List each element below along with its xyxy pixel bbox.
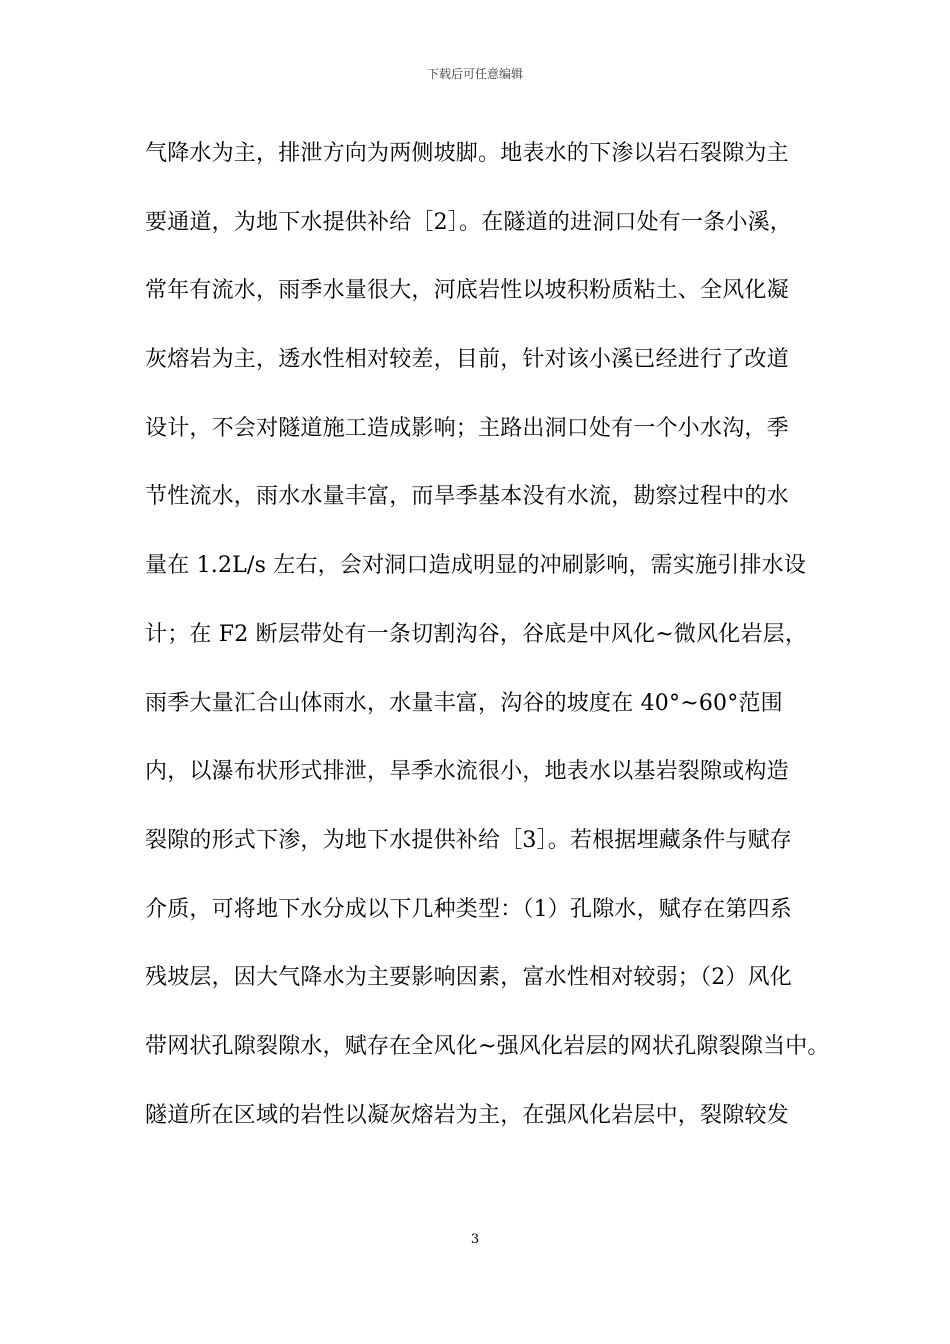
text-line: 裂隙的形式下渗，为地下水提供补给［3］。若根据埋藏条件与赋存 [145, 827, 792, 853]
body-text [145, 134, 830, 1164]
text-line: 量在 1.2L/s 左右，会对洞口造成明显的冲刷影响，需实施引排水设 [145, 553, 807, 579]
text-line: 计；在 F2 断层带处有一条切割沟谷，谷底是中风化~微风化岩层， [145, 621, 808, 647]
text-line: 常年有流水，雨季水量很大，河底岩性以坡积粉质粘土、全风化凝 [145, 278, 789, 304]
page-header-note: 下载后可任意编辑 [426, 67, 523, 81]
text-line: 内，以瀑布状形式排泄，旱季水流很小，地表水以基岩裂隙或构造 [145, 759, 789, 785]
text-line: 隧道所在区域的岩性以凝灰熔岩为主，在强风化岩层中，裂隙较发 [145, 1102, 789, 1128]
text-line: 设计，不会对隧道施工造成影响；主路出洞口处有一个小水沟，季 [145, 415, 789, 441]
text-line: 雨季大量汇合山体雨水，水量丰富，沟谷的坡度在 40°~60°范围 [145, 690, 783, 716]
page-number: 3 [470, 1232, 480, 1247]
text-line: 带网状孔隙裂隙水，赋存在全风化~强风化岩层的网状孔隙裂隙当中。 [145, 1033, 830, 1059]
text-line: 节性流水，雨水水量丰富，而旱季基本没有水流，勘察过程中的水 [145, 484, 789, 510]
text-line: 灰熔岩为主，透水性相对较差，目前，针对该小溪已经进行了改道 [145, 347, 789, 373]
text-line: 残坡层，因大气降水为主要影响因素，富水性相对较弱；（2）风化 [145, 965, 792, 991]
text-line: 要通道，为地下水提供补给［2］。在隧道的进洞口处有一条小溪， [145, 209, 792, 235]
text-line: 介质，可将地下水分成以下几种类型：（1）孔隙水，赋存在第四系 [145, 896, 792, 922]
text-line: 气降水为主，排泄方向为两侧坡脚。地表水的下渗以岩石裂隙为主 [145, 141, 789, 166]
